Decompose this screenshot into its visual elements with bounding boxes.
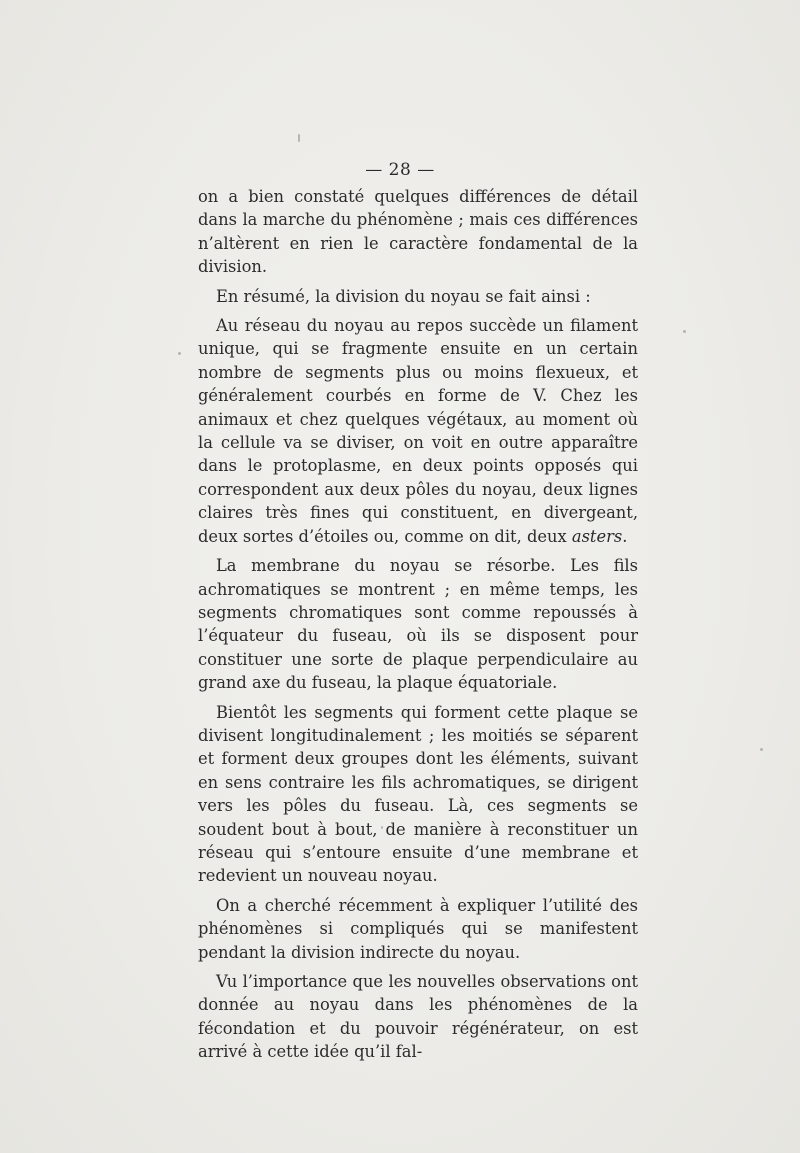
paragraph-text: En résumé, la division du noyau se fait ainsi : [216, 286, 591, 306]
paragraph-5 [198, 701, 638, 888]
paragraph-text: on a bien constaté quelques différences de détail dans la marche du phénomène ; mais ces différences n’altèrent en rien le caractère fondamental de la division. [198, 187, 638, 277]
paragraph-4 [198, 554, 638, 694]
paragraph-3 [198, 314, 638, 548]
paragraph-text: Vu l’importance que les nouvelles observations ont donnée au noyau dans les phénomènes de la fécondation et du pouvoir régénérateur, on est arrivé à cette idée qu’il fal- [198, 972, 638, 1062]
paragraph-7 [198, 970, 638, 1064]
paragraph-text: Bientôt les segments qui forment cette plaque se divisent longitudinalement ; les moitiés se séparent et forment deux groupes dont les éléments, suivant en sens contraire les fils achromatiques, se dirigent vers les pôles du fuseau. Là, ces segments se soudent bout à bout, de manière à reconstituer un réseau qui s’entoure ensuite d’une membrane et redevient un nouveau noyau. [198, 702, 638, 886]
paragraph-text: On a cherché récemment à expliquer l’utilité des phénomènes si compliqués qui se manifestent pendant la division indirecte du noyau. [198, 895, 638, 962]
paragraph-6 [198, 894, 638, 964]
paragraph-punctuation: . [622, 526, 628, 546]
paragraph-2 [198, 285, 638, 308]
paragraph-text: La membrane du noyau se résorbe. Les fils achromatiques se montrent ; en même temps, les segments chromatiques sont comme repoussés à l’équateur du fuseau, où ils se disposent pour constituer une sorte de plaque perpendiculaire au grand axe du fuseau, la plaque équatoriale. [198, 556, 638, 693]
page-speck [683, 330, 686, 333]
paragraph-1 [198, 185, 638, 279]
body-text [198, 185, 638, 1064]
page-speck [178, 352, 181, 355]
page-speck [760, 748, 763, 751]
paragraph-text: Au réseau du noyau au repos succède un filament unique, qui se fragmente ensuite en un certain nombre de segments plus ou moins flexueux, et généralement courbés en forme de V. Chez les animaux et chez quelques végétaux, au moment où la cellule va se diviser, on voit en outre apparaître dans le protoplasme, en deux points opposés qui correspondent aux deux pôles du noyau, deux lignes claires très fines qui constituent, en divergeant, deux sortes d’étoiles ou, comme on dit, deux [198, 316, 638, 546]
page-speck [298, 134, 300, 142]
italic-term: asters [571, 526, 623, 546]
page-number: — 28 — [365, 160, 435, 180]
